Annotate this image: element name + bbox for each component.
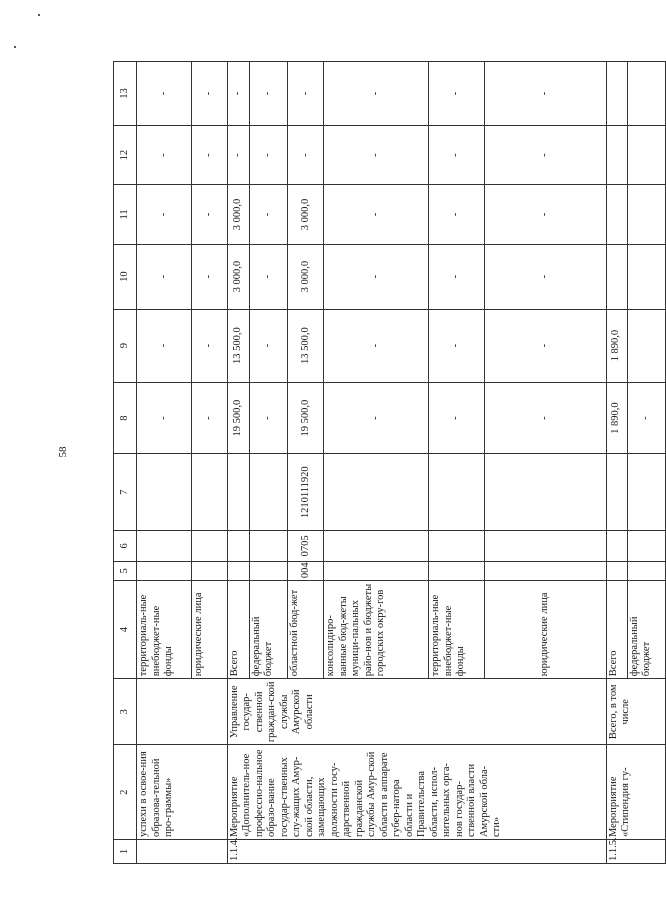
- scan-dot: [14, 46, 16, 48]
- value-cell: -: [627, 382, 665, 454]
- code-cell: [324, 530, 429, 561]
- value-cell: 3 000,0: [288, 185, 324, 244]
- value-cell: -: [429, 309, 485, 382]
- item-name: Мероприятие «Дополнитель-ное профессио-нальное образо-вание государ-ственных слу-жащих Амур-ской области, замещающих должности госу-дарственной гражданской службы Амур-ской области в аппарате губер-натора области и Правительства области, испол-нительных орга-нов государ-ственной власти Амурской обла-сти»: [227, 745, 606, 840]
- source-label: Всего: [227, 581, 249, 679]
- cell-empty: [192, 530, 227, 561]
- value-cell: -: [485, 62, 606, 126]
- value-cell: -: [192, 62, 227, 126]
- cell-empty: [606, 561, 627, 580]
- value-cell: [606, 62, 627, 126]
- header-cell: 12: [114, 125, 137, 184]
- value-cell: -: [324, 185, 429, 244]
- source-label: консолидиро-ванные бюд-жеты муници-пальных райо-нов и бюджеты городских окру-гов: [324, 581, 429, 679]
- item-id: 1.1.4.: [227, 840, 606, 864]
- value-cell: -: [288, 125, 324, 184]
- header-cell: 3: [114, 679, 137, 745]
- value-cell: -: [429, 185, 485, 244]
- value-cell: -: [192, 125, 227, 184]
- code-cell: 0705: [288, 530, 324, 561]
- header-row: [114, 62, 137, 864]
- value-cell: -: [227, 62, 249, 126]
- source-label: Всего: [606, 581, 627, 679]
- rotated-table-container: [113, 61, 666, 864]
- cell-empty: [627, 530, 665, 561]
- code-cell: [324, 454, 429, 530]
- header-cell: 4: [114, 581, 137, 679]
- code-cell: [227, 561, 249, 580]
- cell-empty: [192, 561, 227, 580]
- value-cell: 3 000,0: [288, 244, 324, 309]
- code-cell: [249, 561, 288, 580]
- value-cell: -: [485, 185, 606, 244]
- page-number: 58: [57, 446, 69, 458]
- value-cell: -: [324, 62, 429, 126]
- source-label: юридические лица: [192, 581, 227, 679]
- value-cell: [627, 244, 665, 309]
- header-cell: 10: [114, 244, 137, 309]
- code-cell: [485, 454, 606, 530]
- value-cell: [606, 125, 627, 184]
- code-cell: [429, 561, 485, 580]
- value-cell: -: [429, 62, 485, 126]
- value-cell: [606, 185, 627, 244]
- code-cell: [485, 530, 606, 561]
- value-cell: -: [485, 309, 606, 382]
- header-cell: 1: [114, 840, 137, 864]
- code-cell: 1210111920: [288, 454, 324, 530]
- value-cell: -: [324, 309, 429, 382]
- source-label: территориаль-ные внебюджет-ные фонды: [137, 581, 192, 679]
- value-cell: 1 890,0: [606, 309, 627, 382]
- header-cell: 13: [114, 62, 137, 126]
- value-cell: -: [249, 309, 288, 382]
- value-cell: [627, 62, 665, 126]
- item-name: Мероприятие «Стипендия гу-: [606, 745, 665, 840]
- value-cell: 19 500,0: [288, 382, 324, 454]
- budget-table: [113, 61, 666, 864]
- table-row: [606, 62, 627, 864]
- value-cell: -: [192, 185, 227, 244]
- value-cell: -: [137, 185, 192, 244]
- table-row: [227, 62, 249, 864]
- header-cell: 7: [114, 454, 137, 530]
- source-label: юридические лица: [485, 581, 606, 679]
- source-label: областной бюд-жет: [288, 581, 324, 679]
- value-cell: -: [324, 382, 429, 454]
- code-cell: [227, 530, 249, 561]
- value-cell: 13 500,0: [288, 309, 324, 382]
- header-cell: 9: [114, 309, 137, 382]
- item-executor: Всего, в том числе: [606, 679, 665, 745]
- source-label: федеральный бюджет: [249, 581, 288, 679]
- value-cell: -: [485, 382, 606, 454]
- code-cell: [429, 454, 485, 530]
- value-cell: -: [249, 382, 288, 454]
- value-cell: -: [227, 125, 249, 184]
- code-cell: [249, 530, 288, 561]
- value-cell: 1 890,0: [606, 382, 627, 454]
- value-cell: 19 500,0: [227, 382, 249, 454]
- value-cell: [627, 309, 665, 382]
- item-id: 1.1.5.: [606, 840, 665, 864]
- header-cell: 2: [114, 745, 137, 840]
- cell-empty: [627, 454, 665, 530]
- value-cell: -: [429, 125, 485, 184]
- value-cell: -: [192, 382, 227, 454]
- value-cell: 3 000,0: [227, 185, 249, 244]
- header-cell: 11: [114, 185, 137, 244]
- header-cell: 6: [114, 530, 137, 561]
- code-cell: [429, 530, 485, 561]
- code-cell: 004: [288, 561, 324, 580]
- value-cell: -: [137, 244, 192, 309]
- code-cell: [485, 561, 606, 580]
- value-cell: [606, 244, 627, 309]
- value-cell: 13 500,0: [227, 309, 249, 382]
- value-cell: -: [485, 244, 606, 309]
- value-cell: -: [429, 382, 485, 454]
- cell-empty: [192, 454, 227, 530]
- value-cell: -: [288, 62, 324, 126]
- value-cell: [627, 185, 665, 244]
- table-row: [137, 62, 192, 864]
- value-cell: -: [137, 62, 192, 126]
- scan-dot: [38, 14, 40, 16]
- value-cell: [627, 125, 665, 184]
- value-cell: -: [429, 244, 485, 309]
- value-cell: -: [192, 244, 227, 309]
- value-cell: 3 000,0: [227, 244, 249, 309]
- cell-empty: [606, 530, 627, 561]
- value-cell: -: [485, 125, 606, 184]
- value-cell: -: [249, 244, 288, 309]
- cont-name: успехи в освое-ния образова-тельной про-граммы»: [137, 745, 228, 840]
- cell-empty: [137, 561, 192, 580]
- value-cell: -: [137, 125, 192, 184]
- code-cell: [324, 561, 429, 580]
- code-cell: [227, 454, 249, 530]
- value-cell: -: [249, 62, 288, 126]
- value-cell: -: [324, 125, 429, 184]
- code-cell: [249, 454, 288, 530]
- item-executor: Управление государ-ственной граждан-ской службы Амурской области: [227, 679, 606, 745]
- cell-empty: [606, 454, 627, 530]
- source-label: федеральный бюджет: [627, 581, 665, 679]
- value-cell: -: [324, 244, 429, 309]
- header-cell: 5: [114, 561, 137, 580]
- cell-empty: [137, 679, 228, 745]
- cell-empty: [137, 840, 228, 864]
- value-cell: -: [192, 309, 227, 382]
- cell-empty: [627, 561, 665, 580]
- value-cell: -: [137, 309, 192, 382]
- value-cell: -: [137, 382, 192, 454]
- source-label: территориаль-ные внебюджет-ные фонды: [429, 581, 485, 679]
- cell-empty: [137, 530, 192, 561]
- header-cell: 8: [114, 382, 137, 454]
- cell-empty: [137, 454, 192, 530]
- value-cell: -: [249, 125, 288, 184]
- value-cell: -: [249, 185, 288, 244]
